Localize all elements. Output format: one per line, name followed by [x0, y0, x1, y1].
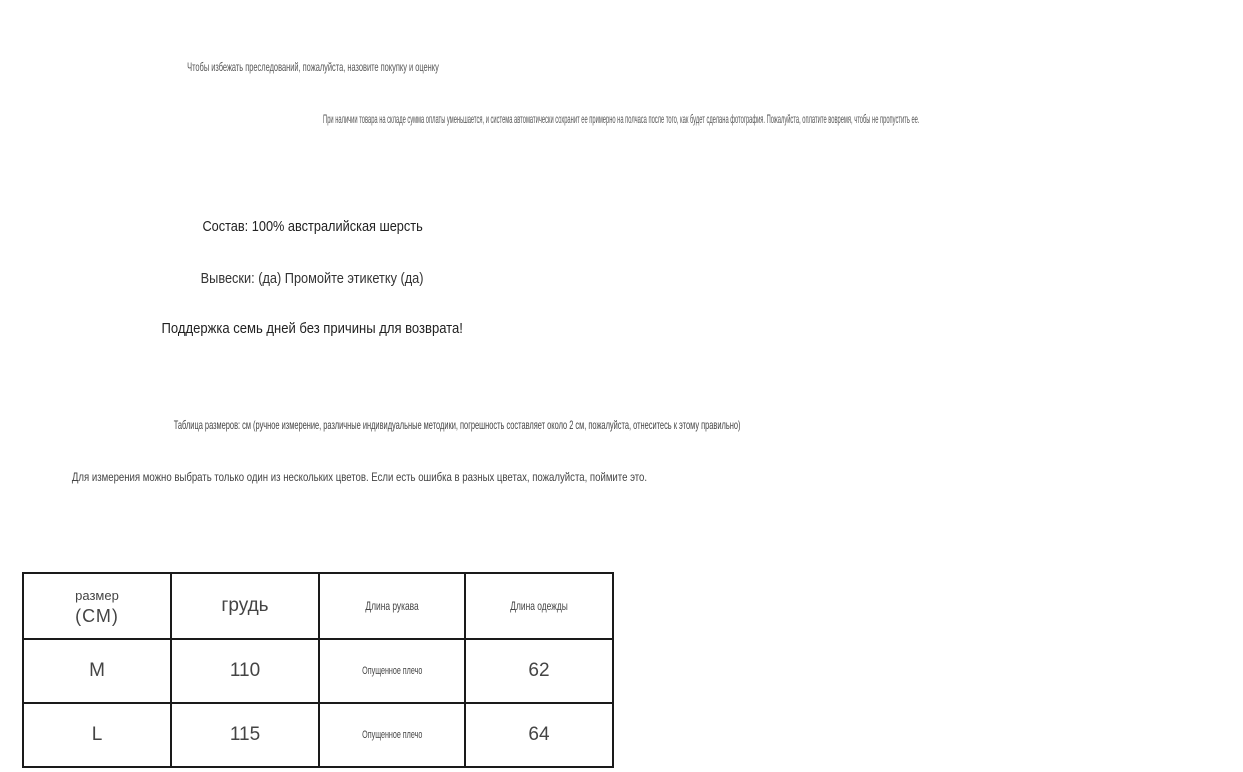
labels-text: Вывески: (да) Промойте этикетку (да) — [201, 270, 424, 287]
size-chart-note: Таблица размеров: см (ручное измерение, различные индивидуальные методики, погрешность составляет около 2 см, пожалуйста, отнеситесь к этому правильно) — [173, 418, 741, 432]
cell-size: M — [23, 639, 171, 703]
table-header-row — [23, 573, 613, 639]
cell-chest: 115 — [171, 703, 319, 767]
composition-text: Состав: 100% австралийская шерсть — [202, 218, 423, 235]
cell-sleeve: Опущенное плечо — [319, 703, 465, 767]
returns-text: Поддержка семь дней без причины для возврата! — [161, 320, 464, 337]
size-table — [22, 572, 614, 768]
header-size-unit: (СМ) — [75, 606, 119, 626]
table-row — [23, 639, 613, 703]
cell-sleeve: Опущенное плечо — [319, 639, 465, 703]
measure-note: Для измерения можно выбрать только один из нескольких цветов. Если есть ошибка в разных цветах, пожалуйста, поймите это. — [71, 470, 648, 484]
notice-rating: Чтобы избежать преследований, пожалуйста, назовите покупку и оценку — [186, 60, 439, 74]
cell-chest: 110 — [171, 639, 319, 703]
table-row — [23, 703, 613, 767]
cell-length: 64 — [465, 703, 613, 767]
cell-length: 62 — [465, 639, 613, 703]
notice-payment: При наличии товара на складе сумма оплаты уменьшается, и система автоматически сохранит ее примерно на полчаса после того, как будет сделана фотография. Пожалуйста, оплатите вовремя, чтобы не пропустить ее. — [323, 112, 920, 126]
header-length: Длина одежды — [465, 573, 613, 639]
header-chest: грудь — [171, 573, 319, 639]
header-size: размер (СМ) — [23, 573, 171, 639]
header-sleeve: Длина рукава — [319, 573, 465, 639]
cell-size: L — [23, 703, 171, 767]
